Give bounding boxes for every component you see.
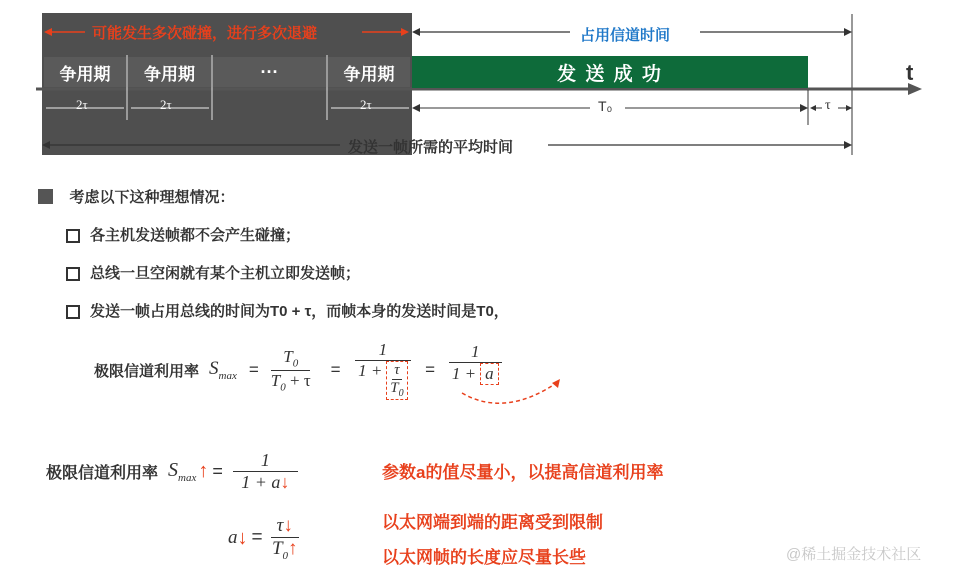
equals-sign: = [248,360,259,379]
down-arrow-icon: ↓ [280,472,290,492]
assumption-heading: 考虑以下这种理想情况： [69,189,235,206]
ellipsis-cell: ··· [213,57,326,87]
down-arrow-icon: ↓ [283,515,293,536]
tau-label-2: 2τ [160,97,172,112]
success-bar: 发 送 成 功 [412,56,808,88]
formula-3-note-1: 以太网端到端的距离受到限制 [382,513,603,532]
formula-2-note: 参数a的值尽量小，以提高信道利用率 [382,463,664,482]
t0-label: T₀ [598,98,613,114]
assumption-text: 各主机发送帧都不会产生碰撞； [90,227,301,244]
contention-period-2: 争用期 [128,57,211,87]
equals-sign: = [330,360,341,379]
fraction-tau-over-t0: $\frac{\tau↓}{T_0↑}$ [271,515,298,562]
s-symbol: $S_{max}$ [168,459,197,484]
assumption-text: 发送一帧占用总线的时间为T0 + τ，而帧本身的发送时间是T0， [90,303,509,320]
formula-3 [228,515,299,562]
watermark: @稀土掘金技术社区 [786,546,922,563]
formula-3-note-2: 以太网帧的长度应尽量长些 [382,548,586,567]
up-arrow-icon: ↑ [198,460,209,482]
tau-label-3: 2τ [360,97,372,112]
equals-sign: = [425,360,436,379]
collision-note: 可能发生多次碰撞，进行多次退避 [92,25,318,42]
a-symbol: a [228,527,238,549]
formula-2-label: 极限信道利用率 [46,465,159,482]
up-arrow-icon: ↑ [288,538,298,559]
tau-end-label: τ [825,98,831,113]
fraction-a: 1 1 + a [449,342,502,385]
a-box: a [480,363,499,385]
contention-period-last: 争用期 [328,57,410,87]
tau-over-t0-box: $\frac{\tau}{T_0}$ [386,361,407,400]
down-arrow-icon: ↓ [237,526,248,549]
occupy-label: 占用信道时间 [580,27,671,44]
contention-period-1: 争用期 [44,57,126,87]
tau-label-1: 2τ [76,97,88,112]
t-axis-label: t [906,60,914,85]
s-symbol: $S_{max}$ [209,358,237,382]
fraction-1-over-1a: $\frac{1}{1 + a↓}$ [233,450,298,493]
fraction-t0: $\frac{T_0}{T_0 + \tau}$ [270,347,311,393]
equals-sign: = [212,461,223,481]
assumption-text: 总线一旦空闲就有某个主机立即发送帧； [90,265,361,282]
formula-2 [46,450,298,493]
formula-1-label: 极限信道利用率 [94,362,200,380]
avg-time-label: 发送一帧所需的平均时间 [348,139,514,156]
fraction-tau: 1 1 + $\frac{\tau}{T_0}$ [355,340,412,400]
equals-sign: = [251,527,263,549]
